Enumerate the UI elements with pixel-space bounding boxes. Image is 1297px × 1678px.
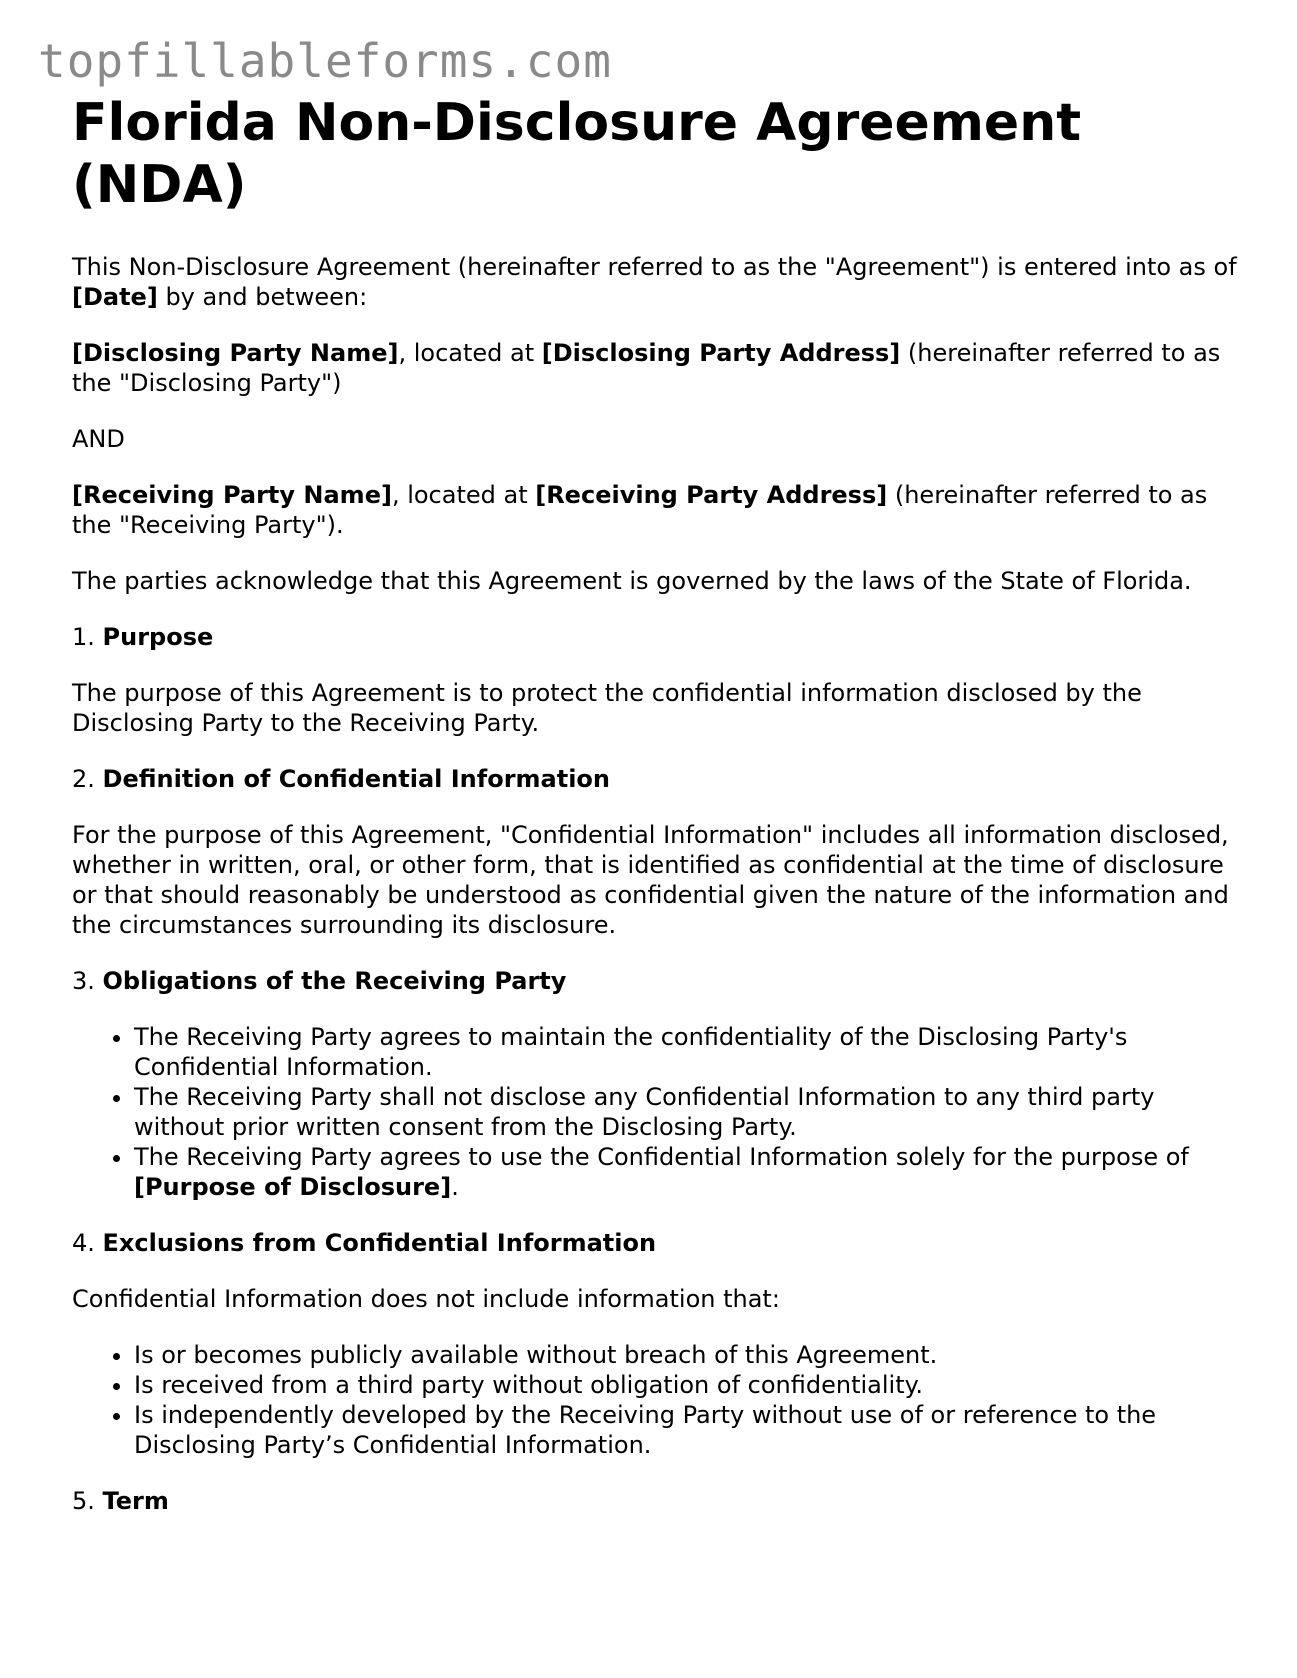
section-number: 1. bbox=[72, 623, 103, 651]
intro-paragraph bbox=[72, 252, 1242, 312]
section-heading-definition bbox=[72, 764, 1242, 794]
watermark: topfillableforms.com bbox=[38, 34, 612, 88]
section-title: Term bbox=[102, 1487, 169, 1515]
section-heading-term bbox=[72, 1486, 1242, 1516]
governing-law-paragraph: The parties acknowledge that this Agreement is governed by the laws of the State of Florida. bbox=[72, 567, 1192, 595]
list-item: • Is or becomes publicly available without breach of this Agreement. bbox=[134, 1340, 1242, 1370]
located-at-text: , located at bbox=[391, 481, 536, 509]
obligations-list bbox=[72, 1022, 1242, 1202]
purpose-paragraph: The purpose of this Agreement is to protect the confidential information disclosed by the Disclosing Party to the Receiving Party. bbox=[72, 679, 1142, 737]
section-heading-obligations bbox=[72, 966, 1242, 996]
section-number: 4. bbox=[72, 1229, 103, 1257]
receiving-name-placeholder: [Receiving Party Name] bbox=[72, 481, 392, 509]
list-item: • The Receiving Party agrees to maintain the confidentiality of the Disclosing Party's Confidential Information. bbox=[134, 1022, 1242, 1082]
section-number: 5. bbox=[72, 1487, 103, 1515]
list-item: • The Receiving Party shall not disclose any Confidential Information to any third party without prior written consent from the Disclosing Party. bbox=[134, 1082, 1242, 1142]
list-item bbox=[134, 1142, 1242, 1202]
purpose-placeholder: [Purpose of Disclosure] bbox=[134, 1173, 452, 1201]
section-number: 2. bbox=[72, 765, 103, 793]
intro-text-a: This Non-Disclosure Agreement (hereinafter referred to as the "Agreement") is entered into as of bbox=[72, 253, 1237, 281]
and-separator: AND bbox=[72, 425, 125, 453]
section-heading-purpose bbox=[72, 622, 1242, 652]
disclosing-address-placeholder: [Disclosing Party Address] bbox=[541, 339, 901, 367]
list-item-end: . bbox=[451, 1173, 459, 1201]
list-item-text: The Receiving Party agrees to use the Confidential Information solely for the purpose of bbox=[134, 1143, 1189, 1171]
section-title: Definition of Confidential Information bbox=[102, 765, 610, 793]
section-heading-exclusions bbox=[72, 1228, 1242, 1258]
receiving-party-paragraph bbox=[72, 480, 1242, 540]
receiving-address-placeholder: [Receiving Party Address] bbox=[535, 481, 888, 509]
intro-text-b: by and between: bbox=[157, 283, 368, 311]
list-item: • Is independently developed by the Receiving Party without use of or reference to the Disclosing Party’s Confidential Information. bbox=[134, 1400, 1242, 1460]
exclusions-list bbox=[72, 1340, 1242, 1460]
receiving-tail-text: (hereinafter referred to as the "Receiving Party"). bbox=[72, 481, 1208, 539]
section-title: Obligations of the Receiving Party bbox=[102, 967, 567, 995]
definition-paragraph: For the purpose of this Agreement, "Confidential Information" includes all information disclosed, whether in written, oral, or other form, that is identified as confidential at the time of disclosure or that should reasonably be understood as confidential given the nature of the information and the circumstances surrounding its disclosure. bbox=[72, 821, 1229, 939]
section-number: 3. bbox=[72, 967, 103, 995]
disclosing-party-paragraph bbox=[72, 338, 1242, 398]
section-title: Purpose bbox=[102, 623, 214, 651]
disclosing-tail-text: (hereinafter referred to as the "Disclosing Party") bbox=[72, 339, 1221, 397]
exclusions-paragraph: Confidential Information does not include information that: bbox=[72, 1285, 780, 1313]
disclosing-name-placeholder: [Disclosing Party Name] bbox=[72, 339, 399, 367]
document-body bbox=[72, 92, 1242, 1542]
list-item: • Is received from a third party without obligation of confidentiality. bbox=[134, 1370, 1242, 1400]
section-title: Exclusions from Confidential Information bbox=[102, 1229, 657, 1257]
located-at-text: , located at bbox=[398, 339, 542, 367]
document-title: Florida Non-Disclosure Agreement (NDA) bbox=[72, 93, 1082, 215]
date-placeholder: [Date] bbox=[72, 283, 158, 311]
